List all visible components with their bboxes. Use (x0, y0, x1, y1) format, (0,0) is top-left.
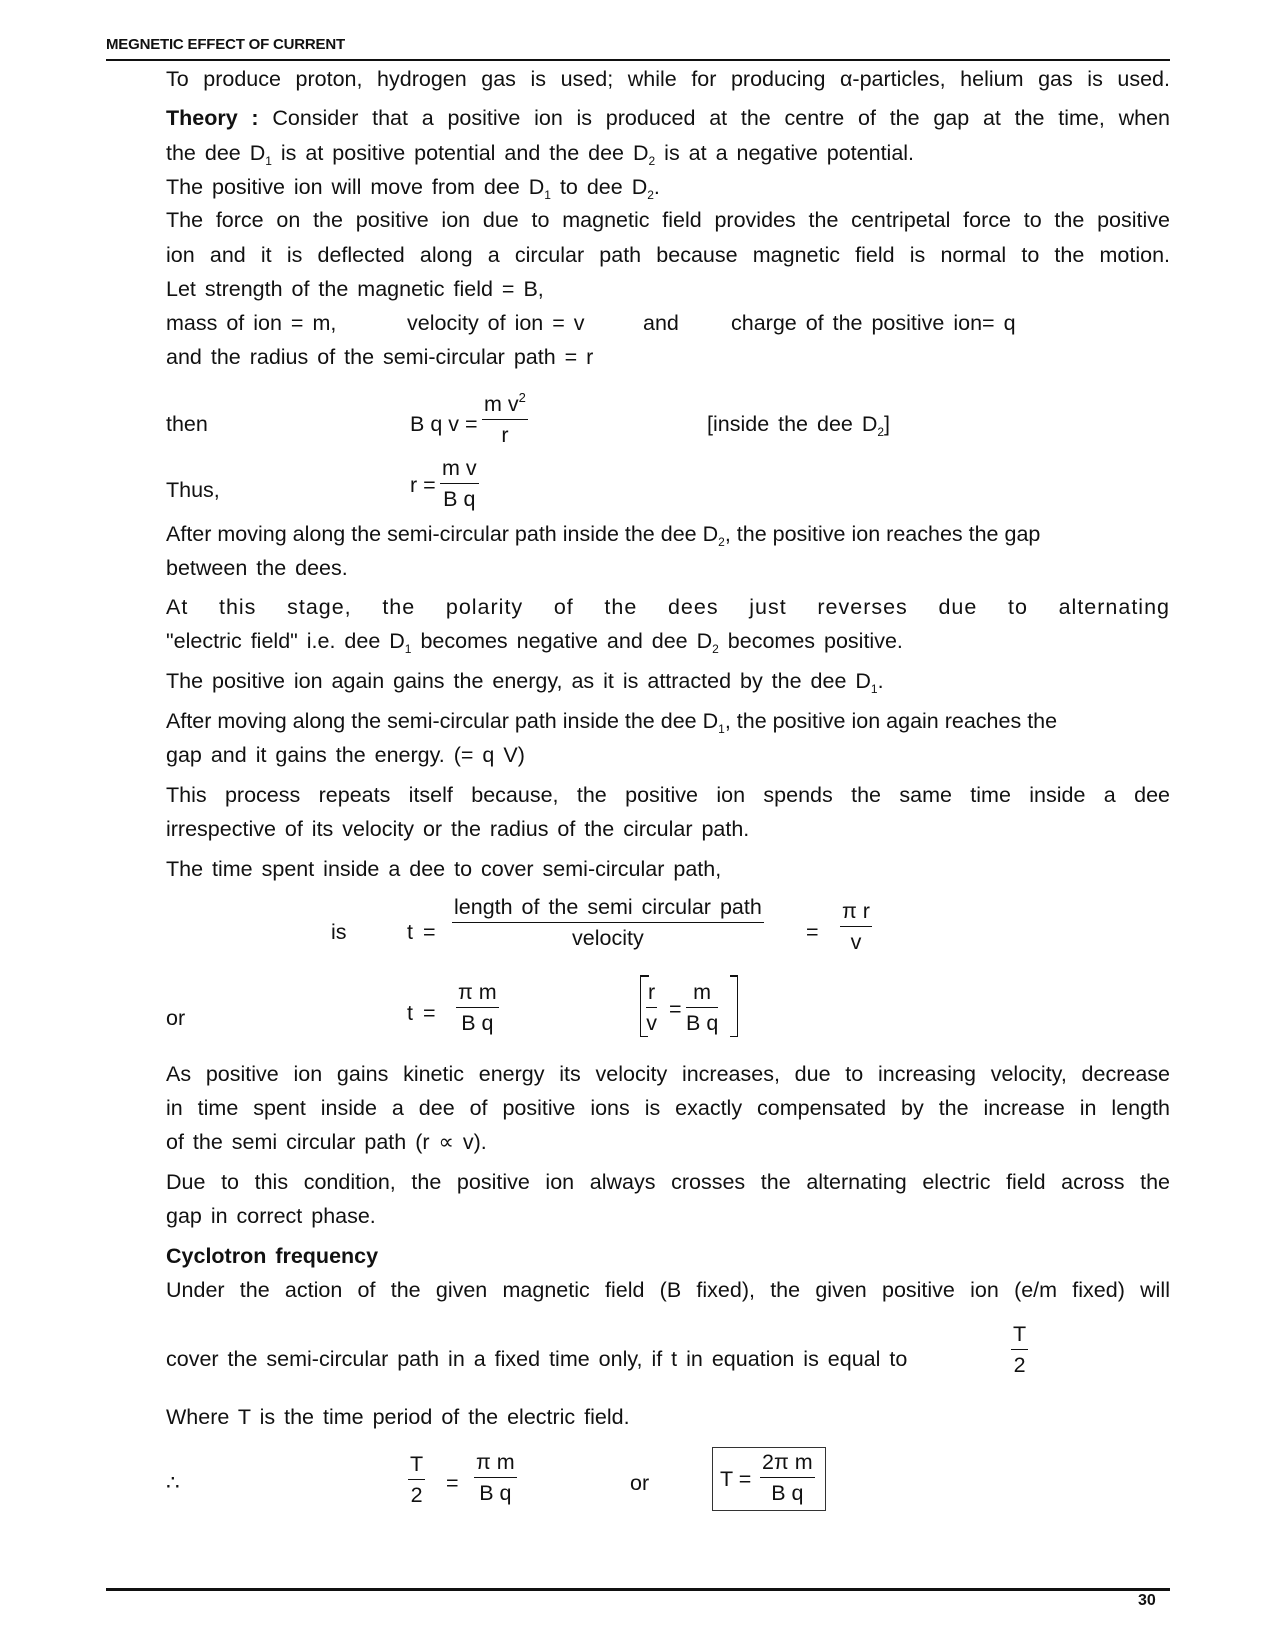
eq1-numerator (482, 392, 528, 419)
header-rule (106, 59, 1170, 61)
after2-line-1 (166, 708, 1170, 734)
kinetic-line-2: in time spent inside a dee of positive ions is exactly compensated by the increase in length (166, 1096, 1170, 1120)
stage-line-2 (166, 628, 1170, 654)
move-line (166, 174, 1170, 200)
eq3-lhs: t = (407, 920, 436, 944)
eq4-lhs: t = (407, 1001, 436, 1025)
numerator: r (648, 980, 656, 1004)
text: Consider that a positive ion is produced at the centre of the gap at the time, when (258, 106, 1170, 130)
text: becomes positive. (718, 629, 903, 653)
therefore-symbol: ∴ (166, 1471, 180, 1495)
mass-def: mass of ion = m, (166, 311, 337, 335)
subscript: 1 (265, 154, 272, 168)
eq2-lhs: r = (410, 473, 436, 497)
condition-line-1: Due to this condition, the positive ion always crosses the alternating electric field across the (166, 1170, 1170, 1194)
text: [inside the dee D (707, 412, 878, 436)
subscript: 2 (718, 535, 725, 549)
text: becomes negative and dee D (411, 629, 713, 653)
under-line: Under the action of the given magnetic field (B fixed), the given positive ion (e/m fixed) will (166, 1278, 1170, 1302)
eq1-denominator: r (501, 423, 509, 448)
section-heading-cyclotron: Cyclotron frequency (166, 1244, 379, 1268)
kinetic-line-3: of the semi circular path (r ∝ v). (166, 1130, 487, 1154)
eq3-numerator: length of the semi circular path (454, 895, 762, 919)
eq5-fraction-2 (474, 1450, 517, 1505)
kinetic-line-1: As positive ion gains kinetic energy its velocity increases, due to increasing velocity, decrease (166, 1062, 1170, 1086)
bracket-tick (640, 975, 648, 977)
cover-fraction (1011, 1322, 1028, 1377)
eq5-fraction-1 (408, 1452, 425, 1507)
subscript: 2 (877, 425, 885, 439)
numerator: 2π m (762, 1450, 813, 1474)
radius-def: and the radius of the semi-circular path = r (166, 345, 594, 369)
or-label-2: or (630, 1471, 650, 1495)
subscript: 2 (648, 154, 656, 168)
or-label-1: or (166, 1006, 186, 1030)
text: After moving along the semi-circular path inside the dee D (166, 709, 719, 733)
text: "electric field" i.e. dee D (166, 629, 405, 653)
text: m v (484, 392, 519, 416)
eq2-fraction (440, 456, 479, 511)
and-word: and (643, 311, 679, 335)
numerator: m (693, 980, 712, 1004)
numerator: T (1013, 1322, 1027, 1346)
eq5-equals: = (446, 1471, 459, 1495)
eq4-bracket-equals: = (669, 997, 682, 1021)
theory-label: Theory : (166, 106, 259, 130)
subscript: 2 (712, 642, 719, 656)
after2-line-2: gap and it gains the energy. (= q V) (166, 743, 525, 767)
subscript: 2 (647, 188, 654, 202)
eq4-fraction (456, 980, 499, 1035)
text: The positive ion will move from dee D (166, 175, 545, 199)
eq3-numerator-2: π r (842, 899, 870, 923)
bracket-tick (640, 1036, 648, 1038)
cover-line: cover the semi-circular path in a fixed time only, if t in equation is equal to (166, 1347, 908, 1371)
then-label: then (166, 412, 208, 436)
eq4-numerator: π m (458, 980, 497, 1004)
subscript: 1 (404, 642, 412, 656)
bracket-tick (730, 975, 738, 977)
denominator: v (646, 1011, 657, 1036)
text: to dee D (550, 175, 648, 199)
theory-line-1 (166, 105, 1170, 131)
theory-line-2 (166, 140, 1170, 166)
where-line: Where T is the time period of the electric field. (166, 1405, 630, 1429)
text: . (877, 669, 884, 693)
denominator: B q (686, 1011, 719, 1036)
eq4-bracket-frac-2 (686, 980, 718, 1035)
thus-label: Thus, (166, 478, 220, 502)
eq3-denominator-2: v (850, 930, 862, 955)
after1-line-1 (166, 521, 1170, 547)
eq6-lhs: T = (720, 1467, 752, 1491)
eq3-fraction (452, 895, 764, 950)
force-line-1: The force on the positive ion due to magnetic field provides the centripetal force to the positive (166, 208, 1170, 232)
eq6-fraction (760, 1450, 815, 1505)
time-spent-line: The time spent inside a dee to cover semi-circular path, (166, 857, 722, 881)
eq1-fraction (482, 392, 528, 447)
numerator: T (410, 1452, 424, 1476)
denominator: B q (479, 1481, 512, 1506)
eq4-bracket-frac-1 (646, 980, 657, 1035)
text: The positive ion again gains the energy, as it is attracted by the dee D (166, 669, 871, 693)
eq3-denominator: velocity (572, 926, 644, 951)
stage-line-1: At this stage, the polarity of the dees just reverses due to alternating (166, 595, 1170, 619)
text: After moving along the semi-circular path inside the dee D (166, 522, 719, 546)
subscript: 1 (870, 682, 878, 696)
charge-def: charge of the positive ion= q (731, 311, 1016, 335)
text: . (653, 175, 660, 199)
is-label: is (331, 920, 347, 944)
process-line-1: This process repeats itself because, the positive ion spends the same time inside a dee (166, 783, 1170, 807)
text: is at a negative potential. (655, 141, 915, 165)
bracket-tick (730, 1036, 738, 1038)
process-line-2: irrespective of its velocity or the radius of the circular path. (166, 817, 750, 841)
denominator: 2 (1013, 1353, 1026, 1378)
text: ] (884, 412, 891, 436)
eq1-lhs: B q v = (410, 412, 478, 436)
text (166, 521, 1040, 547)
page-number: 30 (1138, 1592, 1156, 1609)
paragraph-gas: To produce proton, hydrogen gas is used; while for producing α-particles, helium gas is used. (166, 67, 1170, 91)
superscript: 2 (518, 390, 526, 405)
text: , the positive ion reaches the gap (724, 522, 1041, 546)
again-line (166, 668, 1170, 694)
subscript: 1 (544, 188, 551, 202)
eq4-denominator: B q (461, 1011, 494, 1036)
let-b-line: Let strength of the magnetic field = B, (166, 277, 544, 301)
force-line-2: ion and it is deflected along a circular path because magnetic field is normal to the motion. (166, 243, 1170, 267)
subscript: 1 (718, 722, 725, 736)
eq2-denominator: B q (443, 487, 476, 512)
text: is at positive potential and the dee D (271, 141, 649, 165)
footer-rule (106, 1588, 1170, 1591)
after1-line-2: between the dees. (166, 556, 348, 580)
denominator: B q (771, 1481, 804, 1506)
condition-line-2: gap in correct phase. (166, 1204, 376, 1228)
eq3-equals: = (806, 920, 819, 944)
eq3-fraction-2 (840, 899, 872, 954)
velocity-def: velocity of ion = v (407, 311, 585, 335)
text: , the positive ion again reaches the (724, 709, 1058, 733)
denominator: 2 (410, 1483, 423, 1508)
running-header: MEGNETIC EFFECT OF CURRENT (106, 36, 345, 53)
eq2-numerator: m v (442, 456, 477, 480)
text: the dee D (166, 141, 266, 165)
eq1-note (707, 411, 890, 437)
numerator: π m (476, 1450, 515, 1474)
